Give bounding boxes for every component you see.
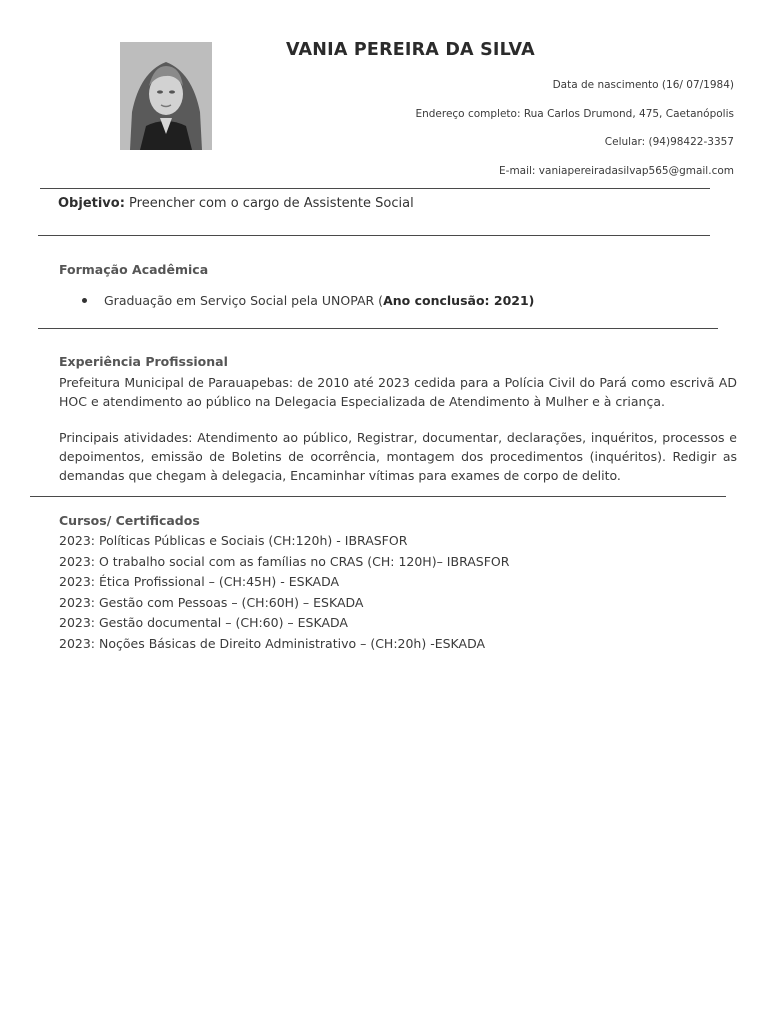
course-item: 2023: Gestão com Pessoas – (CH:60H) – ESKADA	[59, 594, 364, 610]
course-item: 2023: Gestão documental – (CH:60) – ESKADA	[59, 615, 348, 630]
objective	[58, 196, 414, 211]
courses-list	[59, 531, 509, 654]
bullet-icon	[82, 298, 87, 303]
education-item-year: Ano conclusão: 2021)	[383, 293, 535, 308]
courses-title: Cursos/ Certificados	[59, 513, 200, 528]
experience-paragraph: Prefeitura Municipal de Parauapebas: de 2010 até 2023 cedida para a Polícia Civil do Pará como escrivã AD HOC e atendimento ao público na Delegacia Especializada de Atendimento à Mulher e à criança.	[59, 375, 737, 409]
education-item	[82, 293, 534, 308]
objective-label: Objetivo:	[58, 196, 125, 211]
education-title: Formação Acadêmica	[59, 262, 209, 277]
address: Endereço completo: Rua Carlos Drumond, 475, Caetanópolis	[415, 108, 734, 120]
phone: Celular: (94)98422-3357	[604, 136, 734, 148]
profile-photo	[120, 42, 212, 150]
candidate-name: VANIA PEREIRA DA SILVA	[286, 40, 535, 60]
divider	[38, 235, 710, 236]
experience-title: Experiência Profissional	[59, 354, 228, 369]
course-item: 2023: Políticas Públicas e Sociais (CH:120h) - IBRASFOR	[59, 533, 408, 548]
course-item: 2023: Noções Básicas de Direito Administrativo – (CH:20h) -ESKADA	[59, 635, 486, 651]
activities-paragraph: Principais atividades: Atendimento ao público, Registrar, documentar, declarações, inquéritos, processos e depoimentos, emissão de Boletins de ocorrência, montagem dos procedimentos (inquéritos). Redigir as demandas que chegam à delegacia, Encaminhar vítimas para exames de corpo de delito.	[59, 430, 737, 483]
birth-date: Data de nascimento (16/ 07/1984)	[552, 79, 734, 91]
divider	[38, 328, 718, 329]
divider	[30, 496, 726, 497]
education-item-text: Graduação em Serviço Social pela UNOPAR (	[104, 293, 384, 308]
course-item: 2023: Ética Profissional – (CH:45H) - ESKADA	[59, 574, 340, 589]
email: E-mail: vaniapereiradasilvap565@gmail.com	[499, 165, 734, 177]
objective-text: Preencher com o cargo de Assistente Social	[129, 196, 414, 211]
divider	[40, 188, 710, 189]
course-item: 2023: O trabalho social com as famílias no CRAS (CH: 120H)– IBRASFOR	[59, 553, 510, 569]
